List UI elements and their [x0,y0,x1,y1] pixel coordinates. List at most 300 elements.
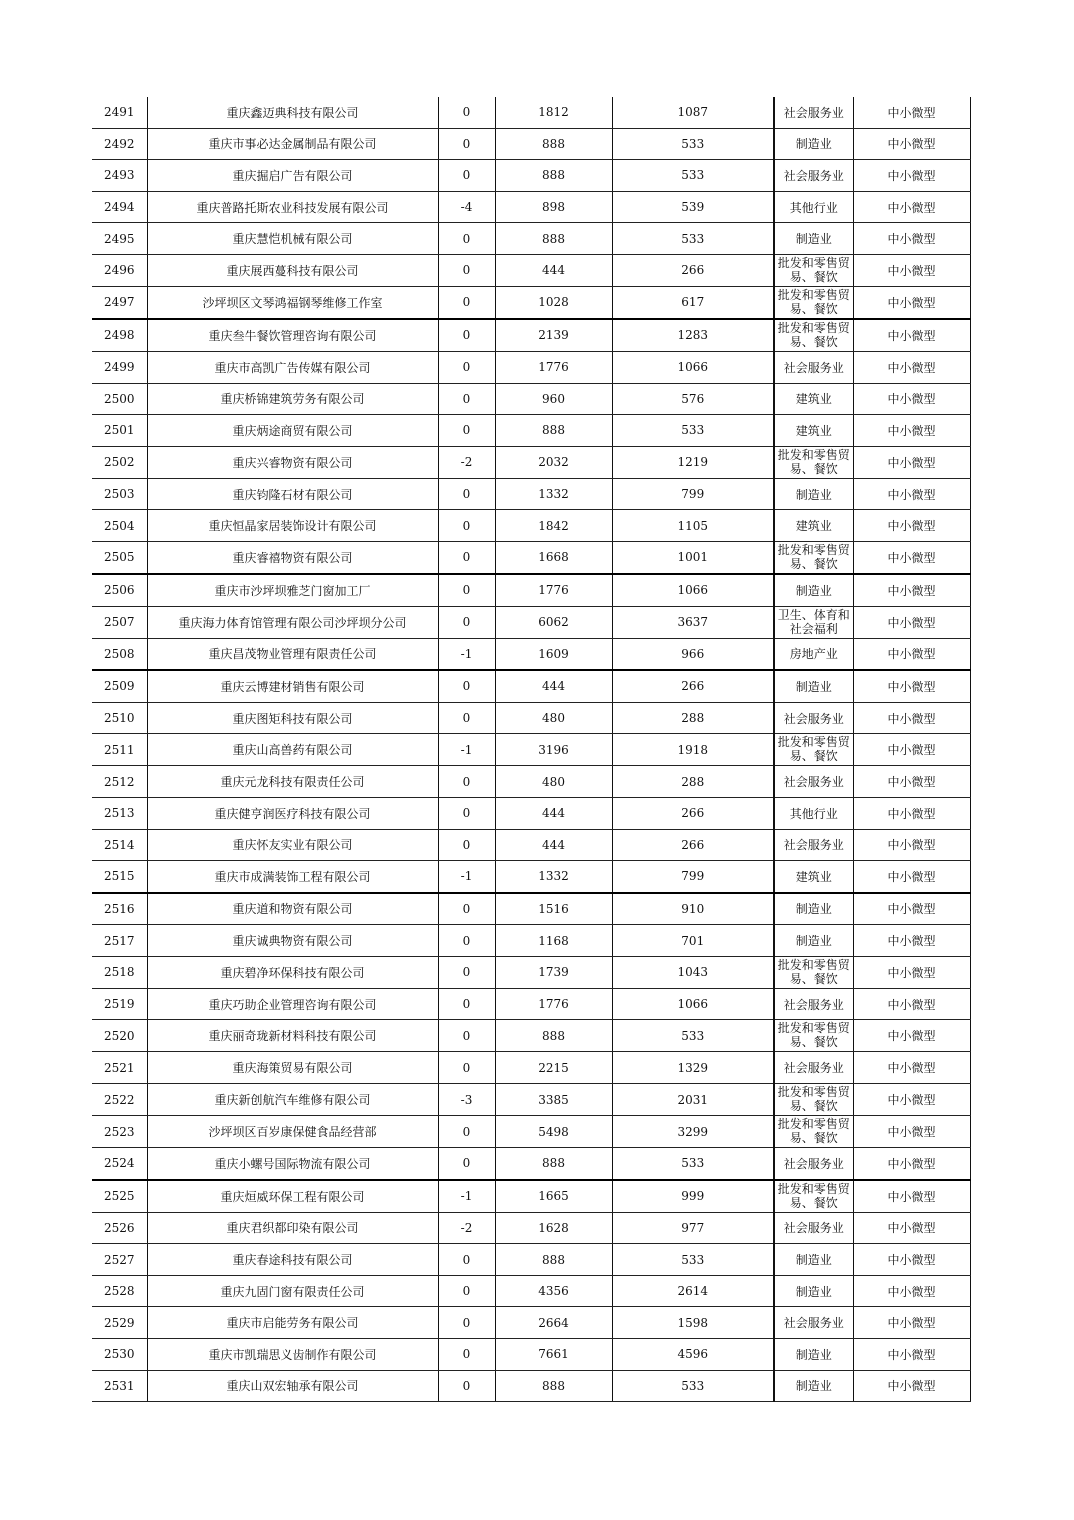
industry-cell [774,861,853,893]
enterprise-type-cell [853,829,970,861]
row-number-cell [92,128,147,160]
company-name-cell [147,383,438,415]
enterprise-type-cell [853,797,970,829]
change-cell [438,128,495,160]
company-name-text: 重庆展西蔓科技有限公司 [226,263,359,278]
value-b-cell [612,606,774,638]
value-a-text: 960 [542,391,565,406]
enterprise-type-cell [853,254,970,286]
industry-cell [774,415,853,447]
value-a-cell [495,1052,612,1084]
value-a-text: 888 [542,1028,565,1043]
industry-text: 批发和零售贸易、餐饮 [777,1021,850,1050]
value-b-cell [612,1052,774,1084]
row-number-text: 2493 [103,168,135,183]
company-name-text: 重庆市启能劳务有限公司 [226,1316,359,1331]
company-name-cell [147,254,438,286]
industry-cell [774,223,853,255]
enterprise-type-text: 中小微型 [887,1253,936,1268]
enterprise-type-text: 中小微型 [887,583,936,598]
table-row [92,541,970,574]
enterprise-type-text: 中小微型 [887,1221,936,1236]
value-a-text: 1516 [538,901,569,916]
value-b-text: 3299 [677,1124,709,1139]
row-number-cell [92,1307,147,1339]
industry-text: 社会服务业 [783,105,844,120]
company-name-text: 重庆九固门窗有限责任公司 [220,1284,365,1299]
value-b-text: 1918 [677,742,709,757]
change-cell [438,1052,495,1084]
company-name-cell [147,670,438,702]
value-b-cell [612,541,774,574]
company-name-text: 重庆碧净环保科技有限公司 [220,965,365,980]
value-a-text: 888 [542,1156,565,1171]
row-number-text: 2520 [103,1028,135,1043]
industry-text: 建筑业 [795,423,832,438]
row-number-cell [92,415,147,447]
change-cell [438,829,495,861]
table-row [92,254,970,286]
value-b-cell [612,319,774,352]
enterprise-type-cell [853,286,970,319]
enterprise-type-text: 中小微型 [887,455,936,470]
value-b-cell [612,574,774,606]
enterprise-type-text: 中小微型 [887,1189,936,1204]
value-a-cell [495,1244,612,1276]
company-name-cell [147,1148,438,1180]
value-a-cell [495,956,612,988]
change-text: 0 [462,711,471,726]
change-cell [438,1084,495,1116]
table-row [92,510,970,542]
enterprise-type-cell [853,670,970,702]
change-text: 0 [462,583,471,598]
table-row [92,1244,970,1276]
company-name-cell [147,734,438,766]
value-b-cell [612,351,774,383]
value-b-text: 266 [681,806,705,821]
row-number-cell [92,1084,147,1116]
industry-cell [774,510,853,542]
value-b-text: 1219 [677,455,709,470]
value-b-text: 2031 [677,1092,709,1107]
change-cell [438,1307,495,1339]
industry-cell [774,1370,853,1402]
enterprise-type-cell [853,893,970,925]
company-name-cell [147,128,438,160]
enterprise-type-cell [853,1180,970,1213]
company-name-text: 重庆烜威环保工程有限公司 [220,1189,365,1204]
enterprise-type-text: 中小微型 [887,200,936,215]
row-number-cell [92,286,147,319]
row-number-text: 2531 [103,1378,135,1393]
company-name-cell [147,1052,438,1084]
value-b-text: 533 [681,136,705,151]
row-number-text: 2522 [103,1092,135,1107]
company-name-cell [147,319,438,352]
company-name-text: 重庆桥锦建筑劳务有限公司 [220,392,365,407]
change-text: 0 [462,487,471,502]
industry-text: 社会服务业 [783,1156,844,1171]
value-a-cell [495,797,612,829]
enterprise-type-cell [853,415,970,447]
change-cell [438,415,495,447]
value-a-cell [495,191,612,223]
value-a-text: 888 [542,1378,565,1393]
value-b-cell [612,1307,774,1339]
value-a-text: 3196 [538,742,569,757]
row-number-cell [92,766,147,798]
value-a-cell [495,128,612,160]
table-row [92,1275,970,1307]
row-number-text: 2498 [103,328,135,343]
enterprise-type-cell [853,702,970,734]
industry-cell [774,1180,853,1213]
value-a-cell [495,319,612,352]
table-row [92,1116,970,1148]
industry-text: 批发和零售贸易、餐饮 [777,447,850,476]
value-b-cell [612,1148,774,1180]
industry-cell [774,1307,853,1339]
enterprise-type-text: 中小微型 [887,1347,936,1362]
enterprise-type-text: 中小微型 [887,806,936,821]
change-cell [438,734,495,766]
enterprise-type-text: 中小微型 [887,232,936,247]
change-cell [438,861,495,893]
change-text: 0 [462,550,471,565]
enterprise-type-cell [853,1052,970,1084]
company-name-text: 重庆春途科技有限公司 [232,1253,353,1268]
value-b-cell [612,702,774,734]
value-a-text: 888 [542,423,565,438]
value-b-cell [612,160,774,192]
enterprise-type-cell [853,925,970,957]
industry-cell [774,702,853,734]
industry-cell [774,1148,853,1180]
value-a-text: 1028 [538,295,569,310]
industry-text: 社会服务业 [783,711,844,726]
industry-cell [774,128,853,160]
value-a-text: 1665 [538,1189,569,1204]
table-row [92,1339,970,1371]
value-b-cell [612,670,774,702]
value-a-text: 888 [542,136,565,151]
value-a-text: 1776 [538,360,569,375]
enterprise-type-text: 中小微型 [887,838,936,853]
company-name-text: 重庆市事必达金属制品有限公司 [208,137,377,152]
enterprise-type-cell [853,574,970,606]
enterprise-type-cell [853,1275,970,1307]
value-b-text: 1043 [677,965,709,980]
value-a-cell [495,1212,612,1244]
industry-text: 房地产业 [789,647,838,662]
value-b-cell [612,254,774,286]
company-name-cell [147,988,438,1020]
enterprise-type-cell [853,638,970,670]
enterprise-type-cell [853,1307,970,1339]
company-name-text: 重庆新创航汽车维修有限公司 [214,1093,371,1108]
change-cell [438,1370,495,1402]
row-number-text: 2492 [103,136,135,151]
row-number-cell [92,574,147,606]
row-number-cell [92,670,147,702]
company-name-cell [147,638,438,670]
company-name-text: 重庆丽奇珑新材料科技有限公司 [208,1029,377,1044]
value-b-cell [612,1116,774,1148]
industry-text: 社会服务业 [783,360,844,375]
change-cell [438,574,495,606]
company-name-cell [147,351,438,383]
row-number-cell [92,1148,147,1180]
enterprise-type-text: 中小微型 [887,1316,936,1331]
change-text: 0 [462,997,471,1012]
change-cell [438,1275,495,1307]
industry-cell [774,1339,853,1371]
value-a-text: 888 [542,1252,565,1267]
row-number-cell [92,1212,147,1244]
row-number-text: 2524 [103,1156,135,1171]
enterprise-type-text: 中小微型 [887,360,936,375]
industry-text: 批发和零售贸易、餐饮 [777,957,850,986]
enterprise-type-cell [853,191,970,223]
change-cell [438,383,495,415]
value-b-text: 977 [681,1220,705,1235]
value-a-cell [495,541,612,574]
value-a-text: 1812 [538,105,569,120]
table-row [92,1212,970,1244]
value-a-cell [495,286,612,319]
industry-text: 批发和零售贸易、餐饮 [777,1181,850,1210]
enterprise-type-text: 中小微型 [887,711,936,726]
row-number-cell [92,160,147,192]
enterprise-type-text: 中小微型 [887,168,936,183]
row-number-text: 2523 [103,1124,135,1139]
company-name-text: 重庆市高凯广告传媒有限公司 [214,360,371,375]
change-text: 0 [462,1124,471,1139]
enterprise-type-cell [853,319,970,352]
change-cell [438,286,495,319]
change-text: 0 [462,1347,471,1362]
industry-text: 建筑业 [795,392,832,407]
company-name-text: 重庆诚典物资有限公司 [232,934,353,949]
industry-text: 制造业 [795,137,832,152]
row-number-cell [92,956,147,988]
company-name-text: 重庆小螺号国际物流有限公司 [214,1156,371,1171]
data-table [92,97,971,1402]
value-b-text: 910 [681,901,705,916]
value-b-cell [612,1275,774,1307]
value-a-text: 1609 [538,646,569,661]
value-a-text: 1332 [538,487,569,502]
change-text: -1 [460,869,473,884]
change-cell [438,766,495,798]
company-name-text: 重庆海力体育馆管理有限公司沙坪坝分公司 [178,615,407,630]
enterprise-type-text: 中小微型 [887,647,936,662]
row-number-text: 2514 [103,837,135,852]
change-text: -2 [460,455,473,470]
industry-text: 制造业 [795,934,832,949]
change-cell [438,97,495,128]
industry-text: 社会服务业 [783,838,844,853]
enterprise-type-text: 中小微型 [887,1061,936,1076]
row-number-cell [92,797,147,829]
industry-text: 制造业 [795,1253,832,1268]
enterprise-type-text: 中小微型 [887,263,936,278]
row-number-text: 2525 [103,1189,135,1204]
company-name-text: 重庆君织都印染有限公司 [226,1221,359,1236]
row-number-text: 2509 [103,679,135,694]
row-number-text: 2518 [103,965,135,980]
industry-cell [774,1020,853,1052]
change-text: 0 [462,168,471,183]
change-text: 0 [462,423,471,438]
enterprise-type-text: 中小微型 [887,295,936,310]
enterprise-type-cell [853,861,970,893]
industry-text: 制造业 [795,583,832,598]
industry-text: 卫生、体育和社会福利 [777,607,850,636]
industry-cell [774,797,853,829]
enterprise-type-text: 中小微型 [887,423,936,438]
table-row [92,415,970,447]
company-name-cell [147,574,438,606]
value-b-cell [612,956,774,988]
company-name-text: 重庆市凯瑞思义齿制作有限公司 [208,1347,377,1362]
industry-cell [774,97,853,128]
industry-cell [774,1244,853,1276]
enterprise-type-cell [853,1244,970,1276]
value-a-cell [495,446,612,478]
row-number-cell [92,1339,147,1371]
table-row [92,797,970,829]
value-a-text: 2032 [538,455,569,470]
table-row [92,861,970,893]
value-a-cell [495,1020,612,1052]
company-name-cell [147,893,438,925]
company-name-cell [147,478,438,510]
row-number-text: 2503 [103,487,135,502]
company-name-cell [147,1020,438,1052]
industry-text: 批发和零售贸易、餐饮 [777,1117,850,1146]
value-a-cell [495,606,612,638]
industry-cell [774,383,853,415]
change-text: 0 [462,933,471,948]
company-name-text: 重庆鑫迈典科技有限公司 [226,105,359,120]
company-name-cell [147,797,438,829]
company-name-cell [147,191,438,223]
change-cell [438,702,495,734]
company-name-cell [147,702,438,734]
industry-cell [774,1116,853,1148]
row-number-cell [92,191,147,223]
industry-text: 其他行业 [789,200,838,215]
value-b-cell [612,191,774,223]
company-name-text: 重庆健亨润医疗科技有限公司 [214,806,371,821]
value-a-text: 2664 [538,1315,569,1330]
change-text: -4 [460,200,473,215]
row-number-cell [92,988,147,1020]
company-name-text: 重庆炳途商贸有限公司 [232,423,353,438]
change-text: 0 [462,360,471,375]
change-text: 0 [462,806,471,821]
enterprise-type-cell [853,446,970,478]
company-name-text: 沙坪坝区文琴鸿福钢琴维修工作室 [202,295,383,310]
value-a-text: 444 [542,679,565,694]
change-text: -1 [460,742,473,757]
value-a-cell [495,574,612,606]
value-b-cell [612,286,774,319]
enterprise-type-text: 中小微型 [887,869,936,884]
value-b-text: 1001 [677,550,709,565]
change-text: 0 [462,328,471,343]
row-number-text: 2494 [103,200,135,215]
change-cell [438,1339,495,1371]
value-b-text: 1087 [677,105,709,120]
change-text: 0 [462,391,471,406]
industry-text: 批发和零售贸易、餐饮 [777,287,850,316]
change-text: -3 [460,1092,473,1107]
value-a-text: 1842 [538,518,569,533]
industry-cell [774,956,853,988]
value-b-text: 266 [681,837,705,852]
company-name-cell [147,446,438,478]
enterprise-type-text: 中小微型 [887,1379,936,1394]
table-row [92,766,970,798]
value-b-cell [612,734,774,766]
change-text: 0 [462,105,471,120]
industry-cell [774,574,853,606]
table-row [92,286,970,319]
value-b-text: 266 [681,679,705,694]
company-name-text: 重庆恒晶家居装饰设计有限公司 [208,519,377,534]
row-number-cell [92,254,147,286]
company-name-cell [147,1116,438,1148]
industry-text: 批发和零售贸易、餐饮 [777,320,850,349]
row-number-cell [92,702,147,734]
industry-text: 制造业 [795,487,832,502]
row-number-cell [92,97,147,128]
company-name-text: 重庆昌茂物业管理有限责任公司 [208,647,377,662]
table-row [92,446,970,478]
value-b-cell [612,223,774,255]
value-b-cell [612,383,774,415]
value-a-cell [495,925,612,957]
value-a-cell [495,734,612,766]
change-cell [438,988,495,1020]
change-cell [438,670,495,702]
value-b-text: 576 [681,391,705,406]
value-a-text: 1776 [538,997,569,1012]
company-name-text: 重庆慧恺机械有限公司 [232,232,353,247]
table-row [92,956,970,988]
table-row [92,223,970,255]
value-b-cell [612,478,774,510]
change-cell [438,446,495,478]
value-b-cell [612,97,774,128]
value-b-text: 1066 [677,360,709,375]
company-name-cell [147,1244,438,1276]
value-a-text: 888 [542,168,565,183]
change-text: 0 [462,837,471,852]
value-a-cell [495,670,612,702]
change-text: 0 [462,1284,471,1299]
enterprise-type-text: 中小微型 [887,743,936,758]
industry-cell [774,351,853,383]
table-row [92,734,970,766]
company-name-text: 重庆道和物资有限公司 [232,902,353,917]
enterprise-type-cell [853,988,970,1020]
change-cell [438,606,495,638]
table-row [92,160,970,192]
